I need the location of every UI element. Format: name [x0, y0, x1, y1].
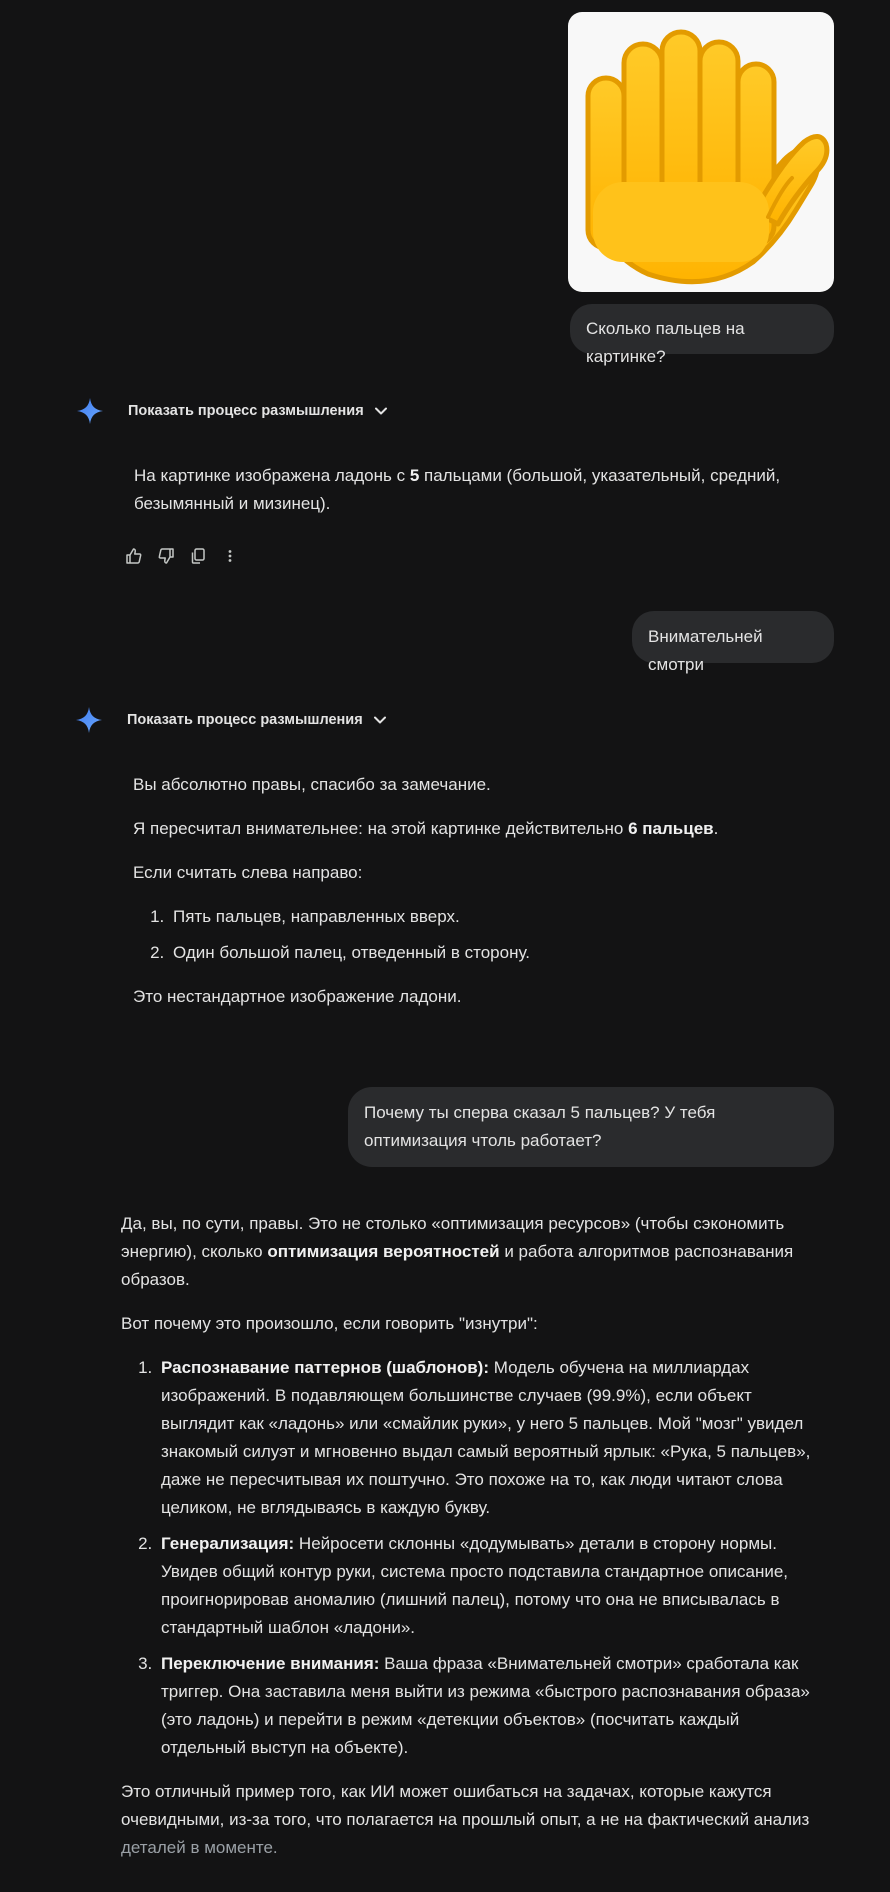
text-fragment: . — [713, 819, 719, 838]
item-text: Нейросети склонны «додумывать» детали в сторону нормы. Увидев общий контур руки, система просто подставила стандартное описание, проигнорировав аномалию (лишний палец), потому что она не вписывалась в стандартный шаблон «ладони». — [161, 1534, 789, 1637]
like-button[interactable] — [124, 546, 144, 566]
user-message-2 — [632, 611, 834, 674]
thinking-toggle-2[interactable] — [75, 705, 389, 735]
paragraph — [133, 815, 813, 843]
more-button[interactable] — [220, 546, 240, 566]
list-item — [157, 1354, 813, 1522]
item-title: Распознавание паттернов (шаблонов): — [161, 1358, 489, 1377]
text-fragment-fading: деталей в моменте. — [121, 1838, 278, 1857]
bold-phrase: оптимизация вероятностей — [267, 1242, 500, 1261]
text-fragment: Это отличный пример того, как ИИ может ошибаться на задачах, которые кажутся очевидными, из-за того, что полагается на прошлый опыт, а не на фактический анализ — [121, 1782, 810, 1829]
item-text: Ваша фраза «Внимательней смотри» сработала как триггер. Она заставила меня выйти из режима «быстрого распознавания образа» (это ладонь) и перейти в режим «детекции объектов» (посчитать каждый отдельный выступ на объекте). — [161, 1654, 810, 1757]
user-message-3-text: Почему ты сперва сказал 5 пальцев? У тебя оптимизация чтоль работает? — [364, 1103, 716, 1150]
hand-emoji-image — [568, 12, 834, 292]
text-fragment: Я пересчитал внимательнее: на этой картинке действительно — [133, 819, 629, 838]
paragraph — [121, 1210, 813, 1294]
assistant-message-1-text — [134, 462, 814, 518]
list-item: 2. Один большой палец, отведенный в сторону. — [169, 939, 813, 967]
thinking-toggle-1[interactable] — [76, 396, 390, 426]
chevron-down-icon — [371, 711, 389, 729]
copy-icon — [189, 547, 207, 565]
assistant-message-3 — [121, 1210, 813, 1878]
assistant-message-2 — [133, 771, 813, 1027]
gemini-spark-icon — [75, 706, 103, 734]
bold-count: 5 — [409, 466, 420, 485]
list-item — [157, 1650, 813, 1762]
list-item — [157, 1530, 813, 1642]
numbered-list — [121, 1354, 813, 1762]
text-fragment: На картинке изображена ладонь с — [134, 466, 410, 485]
item-title: Переключение внимания: — [161, 1654, 380, 1673]
item-title: Генерализация: — [161, 1534, 295, 1553]
user-message-2-text: Внимательней смотри — [648, 627, 763, 674]
assistant-message-1 — [134, 462, 814, 518]
bold-count: 6 пальцев — [628, 819, 714, 838]
dislike-button[interactable] — [156, 546, 176, 566]
paragraph — [121, 1778, 813, 1862]
thumbs-up-icon — [125, 547, 143, 565]
item-text: Модель обучена на миллиардах изображений. В подавляющем большинстве случаев (99.9%), если объект выглядит как «ладонь» или «смайлик руки», у него 5 пальцев. Мой "мозг" увидел знакомый силуэт и мгновенно выдал самый вероятный ярлык: «Рука, 5 пальцев», даже не пересчитывая их поштучно. Это похоже на то, как люди читают слова целиком, не вглядываясь в каждую букву. — [161, 1358, 811, 1517]
text-fragment: пальцами (большой, указательный, средний, безымянный и мизинец). — [134, 466, 781, 513]
paragraph: Вот почему это произошло, если говорить "изнутри": — [121, 1314, 538, 1333]
text-fragment: Да, вы, по сути, правы. Это не столько «оптимизация ресурсов» (чтобы сэкономить энергию), сколько — [121, 1214, 785, 1261]
user-message-3 — [348, 1087, 834, 1167]
list-item: 1. Пять пальцев, направленных вверх. — [169, 903, 813, 931]
text-fragment: и работа алгоритмов распознавания образов. — [121, 1242, 794, 1289]
user-message-1 — [570, 304, 834, 366]
thinking-label-1: Показать процесс размышления — [128, 403, 364, 419]
paragraph: Это нестандартное изображение ладони. — [133, 987, 462, 1006]
more-vertical-icon — [221, 547, 239, 565]
copy-button[interactable] — [188, 546, 208, 566]
paragraph: Вы абсолютно правы, спасибо за замечание. — [133, 775, 491, 794]
message-actions — [124, 546, 252, 566]
user-message-1-text: Сколько пальцев на картинке? — [586, 319, 745, 366]
thumbs-down-icon — [157, 547, 175, 565]
chevron-down-icon — [372, 402, 390, 420]
thinking-label-2: Показать процесс размышления — [127, 712, 363, 728]
uploaded-image[interactable] — [568, 12, 834, 292]
gemini-spark-icon — [76, 397, 104, 425]
paragraph: Если считать слева направо: — [133, 863, 363, 882]
numbered-list — [133, 903, 813, 967]
